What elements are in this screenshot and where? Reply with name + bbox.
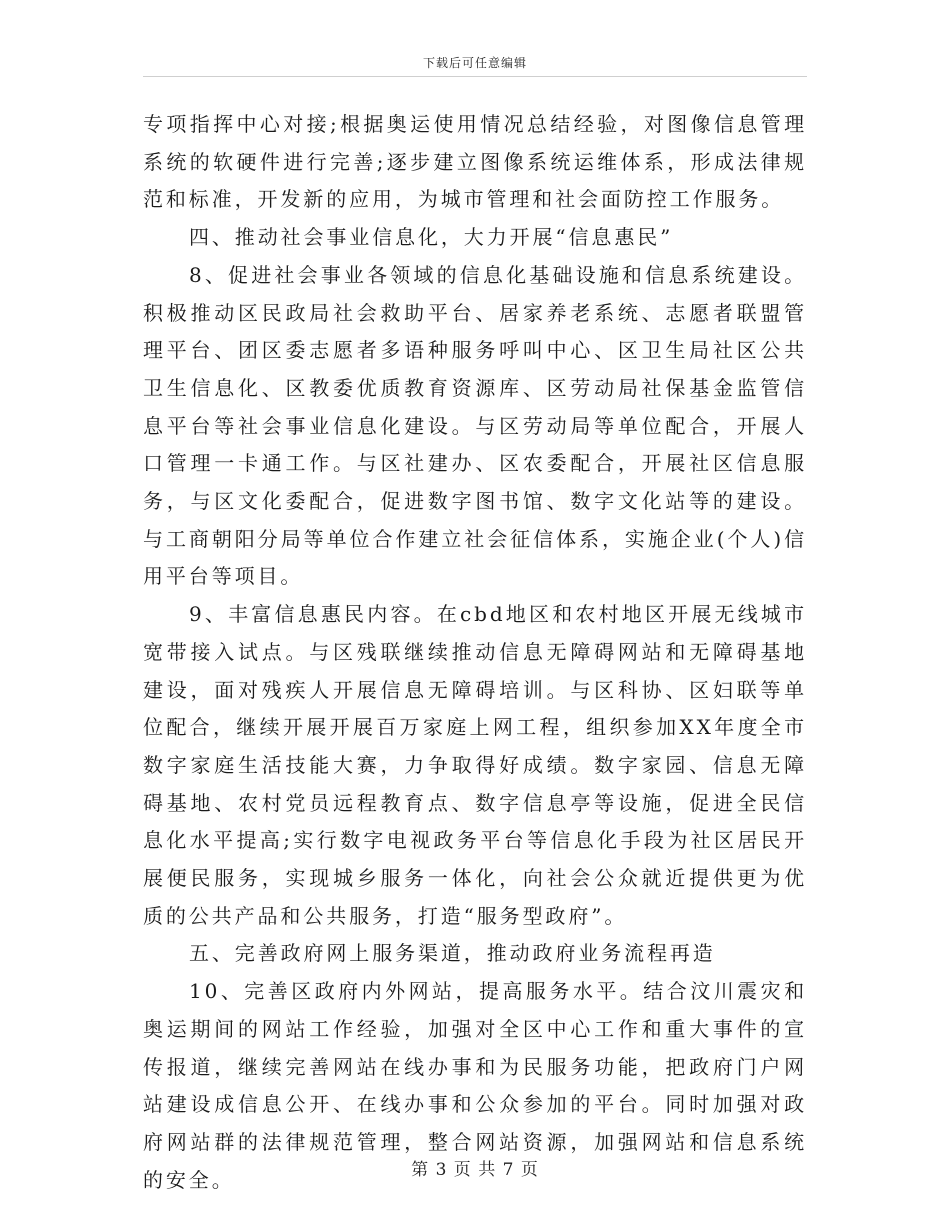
section-heading-five: 五、完善政府网上服务渠道，推动政府业务流程再造 bbox=[189, 941, 716, 966]
page-footer-number: 第 3 页 共 7 页 bbox=[411, 1160, 539, 1180]
paragraph-item-8: 8、促进社会事业各领域的信息化基础设施和信息系统建设。积极推动区民政局社会救助平台、居家养老系统、志愿者联盟管理平台、团区委志愿者多语种服务呼叫中心、区卫生局社区公共卫生信息化、区教委优质教育资源库、区劳动局社保基金监管信息平台等社会事业信息化建设。与区劳动局等单位配合，开展人口管理一卡通工作。与区社建办、区农委配合，开展社区信息服务，与区文化委配合，促进数字图书馆、数字文化站等的建设。与工商朝阳分局等单位合作建立社会征信体系，实施企业(个人)信用平台等项目。 bbox=[143, 262, 807, 589]
paragraph-item-10: 10、完善区政府内外网站，提高服务水平。结合汶川震灾和奥运期间的网站工作经验，加强对全区中心工作和重大事件的宣传报道，继续完善网站在线办事和为民服务功能，把政府门户网站建设成信息公开、在线办事和公众参加的平台。同时加强对政府网站群的法律规范管理，整合网站资源，加强网站和信息系统的安全。 bbox=[143, 979, 807, 1192]
section-heading-four: 四、推动社会事业信息化，大力开展“信息惠民” bbox=[189, 225, 674, 250]
paragraph-item-9: 9、丰富信息惠民内容。在cbd地区和农村地区开展无线城市宽带接入试点。与区残联继续推动信息无障碍网站和无障碍基地建设，面对残疾人开展信息无障碍培训。与区科协、区妇联等单位配合，继续开展开展百万家庭上网工程，组织参加XX年度全市数字家庭生活技能大赛，力争取得好成绩。数字家园、信息无障碍基地、农村党员远程教育点、数字信息亭等设施，促进全民信息化水平提高;实行数字电视政务平台等信息化手段为社区居民开展便民服务，实现城乡服务一体化，向社会公众就近提供更为优质的公共产品和公共服务，打造“服务型政府”。 bbox=[143, 602, 807, 928]
paragraph-continuation: 专项指挥中心对接;根据奥运使用情况总结经验，对图像信息管理系统的软硬件进行完善;逐步建立图像系统运维体系，形成法律规范和标准，开发新的应用，为城市管理和社会面防控工作服务。 bbox=[143, 112, 807, 212]
page-header-text: 下载后可任意编辑 bbox=[422, 56, 527, 70]
header-divider bbox=[143, 76, 807, 77]
document-body bbox=[143, 106, 807, 1199]
